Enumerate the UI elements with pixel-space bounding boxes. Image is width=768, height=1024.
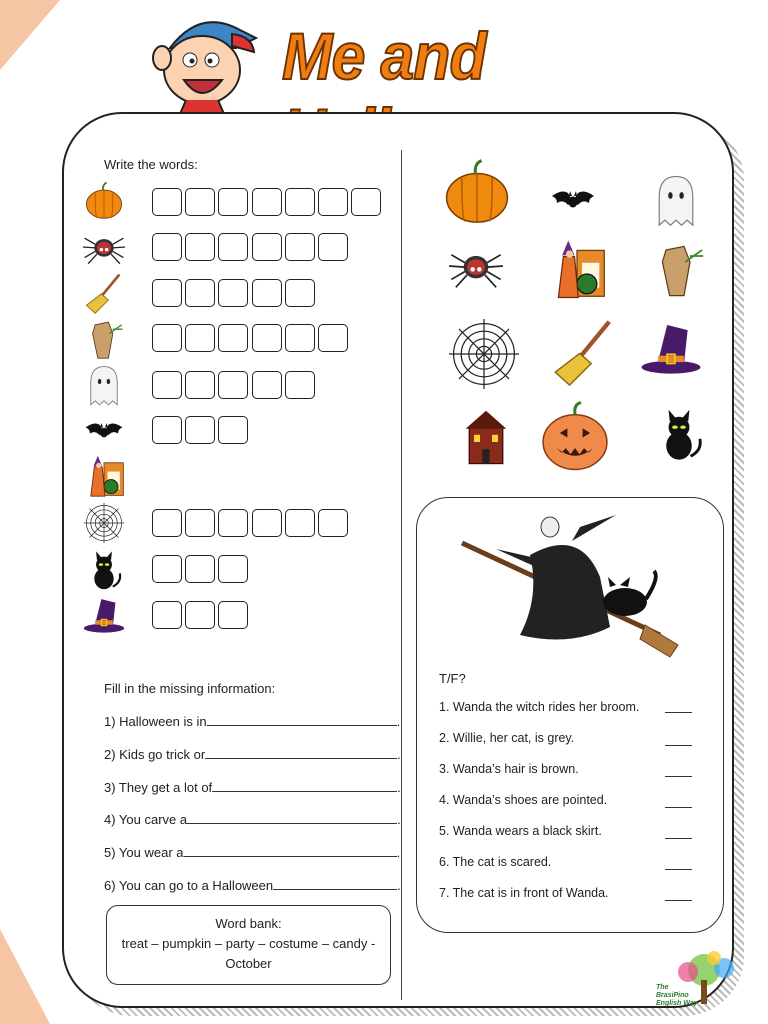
letter-box[interactable] (318, 509, 348, 537)
letter-box[interactable] (218, 188, 248, 216)
letter-box[interactable] (185, 279, 215, 307)
letter-box[interactable] (252, 279, 282, 307)
haunted-house-icon (456, 398, 516, 474)
letter-box[interactable] (152, 371, 182, 399)
letter-box[interactable] (185, 371, 215, 399)
fill-in-prompt: 2) Kids go trick or (104, 746, 206, 762)
letter-box[interactable] (218, 324, 248, 352)
tf-statement: 4. Wanda’s shoes are pointed. (439, 793, 608, 807)
word-bank-line: treat – pumpkin – party – costume – candy - (121, 936, 376, 951)
pumpkin-icon (438, 156, 516, 232)
corner-decoration (0, 0, 60, 70)
corner-decoration (0, 929, 50, 1024)
fill-in-item: 6) You can go to a Halloween . (104, 878, 401, 893)
spider-icon (76, 225, 132, 269)
fill-in-prompt: 6) You can go to a Halloween (104, 878, 274, 893)
broom-icon (546, 316, 622, 388)
tf-answer-blank[interactable] (665, 712, 692, 713)
tf-answer-blank[interactable] (665, 745, 692, 746)
fill-in-item: 2) Kids go trick or . (104, 746, 401, 762)
letter-box[interactable] (152, 233, 182, 261)
fill-in-item: 4) You carve a . (104, 812, 401, 828)
ghost-icon (648, 170, 704, 230)
answer-blank[interactable] (207, 713, 397, 726)
vocab-instruction: Write the words: (104, 157, 198, 172)
boy-cartoon-icon (140, 8, 260, 116)
letter-box[interactable] (185, 324, 215, 352)
letter-box[interactable] (252, 509, 282, 537)
tf-item (439, 731, 699, 745)
letter-box[interactable] (152, 601, 182, 629)
letter-box[interactable] (318, 233, 348, 261)
tf-statement: 5. Wanda wears a black skirt. (439, 824, 602, 838)
letter-box[interactable] (152, 509, 182, 537)
letter-box[interactable] (152, 188, 182, 216)
witch-cauldron-icon (76, 454, 132, 498)
letter-box[interactable] (218, 233, 248, 261)
column-divider (401, 150, 402, 1000)
tf-statement: 6. The cat is scared. (439, 855, 552, 869)
broom-icon (76, 271, 132, 315)
letter-box[interactable] (185, 601, 215, 629)
tf-item (439, 793, 699, 807)
witch-on-broom-icon (460, 507, 680, 665)
letter-box[interactable] (218, 279, 248, 307)
letter-box[interactable] (152, 416, 182, 444)
letter-box[interactable] (252, 233, 282, 261)
letter-box[interactable] (285, 371, 315, 399)
letter-box[interactable] (252, 324, 282, 352)
word-bank (106, 905, 391, 985)
witch-cauldron-icon (544, 238, 610, 300)
letter-box[interactable] (252, 371, 282, 399)
ghost-icon (76, 363, 132, 407)
tf-answer-blank[interactable] (665, 776, 692, 777)
black-cat-icon (76, 547, 132, 591)
letter-box[interactable] (218, 601, 248, 629)
letter-box[interactable] (252, 188, 282, 216)
bat-icon (68, 408, 140, 452)
letter-box[interactable] (152, 324, 182, 352)
tf-statement: 2. Willie, her cat, is grey. (439, 731, 575, 745)
letter-box[interactable] (152, 279, 182, 307)
tf-answer-blank[interactable] (665, 869, 692, 870)
coffin-icon (76, 316, 132, 360)
letter-box[interactable] (218, 416, 248, 444)
spiderweb-icon (76, 501, 132, 545)
fill-in-item: 3) They get a lot of . (104, 779, 401, 795)
letter-box[interactable] (285, 188, 315, 216)
fill-in-prompt: 4) You carve a (104, 812, 188, 828)
letter-box[interactable] (218, 555, 248, 583)
tf-item (439, 700, 699, 714)
witch-hat-icon (626, 316, 716, 380)
logo-text: The BrasiPino English Way (656, 984, 698, 1007)
letter-box[interactable] (285, 509, 315, 537)
fill-in-prompt: 3) They get a lot of (104, 779, 213, 795)
letter-box[interactable] (185, 509, 215, 537)
page-title: Me and (282, 19, 486, 93)
tf-statement: 1. Wanda the witch rides her broom. (439, 700, 640, 714)
letter-box[interactable] (285, 324, 315, 352)
word-bank-heading: Word bank: (215, 916, 282, 931)
tf-item (439, 824, 699, 838)
letter-box[interactable] (285, 279, 315, 307)
letter-box[interactable] (218, 509, 248, 537)
fill-in-item: 1) Halloween is in . (104, 714, 401, 729)
tf-answer-blank[interactable] (665, 807, 692, 808)
letter-box[interactable] (318, 324, 348, 352)
answer-blank[interactable] (205, 746, 397, 759)
bat-icon (536, 174, 610, 224)
fill-in-prompt: 5) You wear a (104, 845, 184, 861)
letter-box[interactable] (185, 188, 215, 216)
letter-box[interactable] (185, 416, 215, 444)
answer-blank[interactable] (187, 811, 397, 824)
tf-item (439, 886, 699, 900)
letter-box[interactable] (152, 555, 182, 583)
answer-blank[interactable] (212, 779, 397, 792)
tf-item (439, 762, 699, 776)
letter-box[interactable] (351, 188, 381, 216)
logo (654, 950, 758, 1014)
spiderweb-icon (444, 316, 524, 392)
spider-icon (420, 238, 532, 294)
tf-answer-blank[interactable] (665, 838, 692, 839)
letter-box[interactable] (285, 233, 315, 261)
tf-statement: 3. Wanda’s hair is brown. (439, 762, 579, 776)
answer-blank[interactable] (184, 844, 397, 857)
jack-o-lantern-icon (536, 398, 614, 474)
word-bank-line: October (225, 956, 272, 971)
tf-statement: 7. The cat is in front of Wanda. (439, 886, 609, 900)
fill-in-item: 5) You wear a . (104, 845, 401, 861)
pumpkin-icon (76, 180, 132, 224)
tf-heading: T/F? (439, 671, 466, 686)
tf-answer-blank[interactable] (665, 900, 692, 901)
witch-hat-icon (76, 593, 132, 637)
answer-blank[interactable] (273, 877, 397, 890)
letter-box[interactable] (185, 233, 215, 261)
coffin-icon (648, 238, 708, 298)
tf-item (439, 855, 699, 869)
letter-box[interactable] (218, 371, 248, 399)
fill-in-prompt: 1) Halloween is in (104, 714, 207, 729)
fill-in-heading: Fill in the missing information: (104, 681, 276, 696)
black-cat-icon (650, 398, 708, 468)
letter-box[interactable] (185, 555, 215, 583)
letter-box[interactable] (318, 188, 348, 216)
